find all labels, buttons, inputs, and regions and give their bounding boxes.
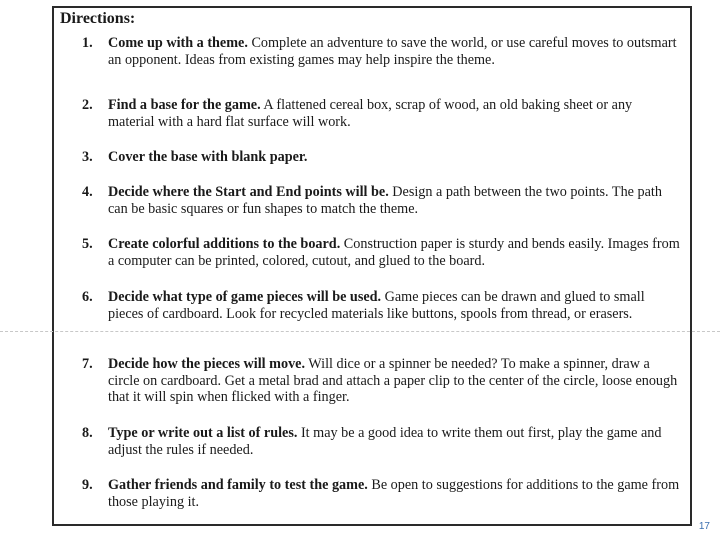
step-text: A flattened cereal box, scrap of wood, an old baking sheet or any material with a hard flat surface will work. [108, 97, 633, 130]
step-text: Be open to suggestions for additions to the game from those playing it. [108, 477, 680, 510]
step-lead: Cover the base with blank paper. [108, 149, 308, 165]
step-lead: Come up with a theme. [108, 35, 248, 51]
step-number: 5. [82, 236, 93, 252]
step-text: Will dice or a spinner be needed? To make a spinner, draw a circle on cardboard. Get a metal brad and attach a paper clip to the center of the circle, loose enough that it will spin when flicked with a finger. [108, 356, 678, 406]
step-number: 9. [82, 477, 93, 493]
list-item [82, 425, 682, 458]
list-item [82, 236, 682, 269]
step-text: It may be a good idea to write them out first, play the game and adjust the rules if needed. [108, 425, 662, 458]
step-lead: Type or write out a list of rules. [108, 425, 298, 441]
step-number: 1. [82, 35, 93, 51]
list-item [82, 477, 682, 510]
step-number: 8. [82, 425, 93, 441]
step-text: Complete an adventure to save the world, or use careful moves to outsmart an opponent. Ideas from existing games may help inspire the theme. [108, 35, 677, 68]
step-number: 7. [82, 356, 93, 372]
directions-heading: Directions: [60, 10, 136, 27]
list-item [82, 35, 682, 68]
step-lead: Decide what type of game pieces will be used. [108, 289, 382, 305]
step-lead: Decide where the Start and End points will be. [108, 184, 389, 200]
step-text: Game pieces can be drawn and glued to small pieces of cardboard. Look for recycled materials like buttons, spools from thread, or erasers. [108, 289, 645, 322]
step-lead: Gather friends and family to test the game. [108, 477, 368, 493]
page-number: 17 [698, 521, 710, 532]
step-lead: Create colorful additions to the board. [108, 236, 341, 252]
list-item [82, 97, 682, 130]
step-number: 2. [82, 97, 93, 113]
list-item [82, 184, 682, 217]
step-number: 3. [82, 149, 93, 165]
list-item [82, 289, 682, 322]
list-item [82, 356, 682, 406]
step-lead: Decide how the pieces will move. [108, 356, 306, 372]
step-lead: Find a base for the game. [108, 97, 261, 113]
step-number: 4. [82, 184, 93, 200]
list-item [82, 149, 682, 166]
step-text: Construction paper is sturdy and bends easily. Images from a computer can be printed, colored, cutout, and glued to the board. [108, 236, 680, 269]
step-text: Design a path between the two points. The path can be basic squares or fun shapes to match the theme. [108, 184, 662, 217]
step-number: 6. [82, 289, 93, 305]
scan-artifact-line [0, 331, 720, 332]
